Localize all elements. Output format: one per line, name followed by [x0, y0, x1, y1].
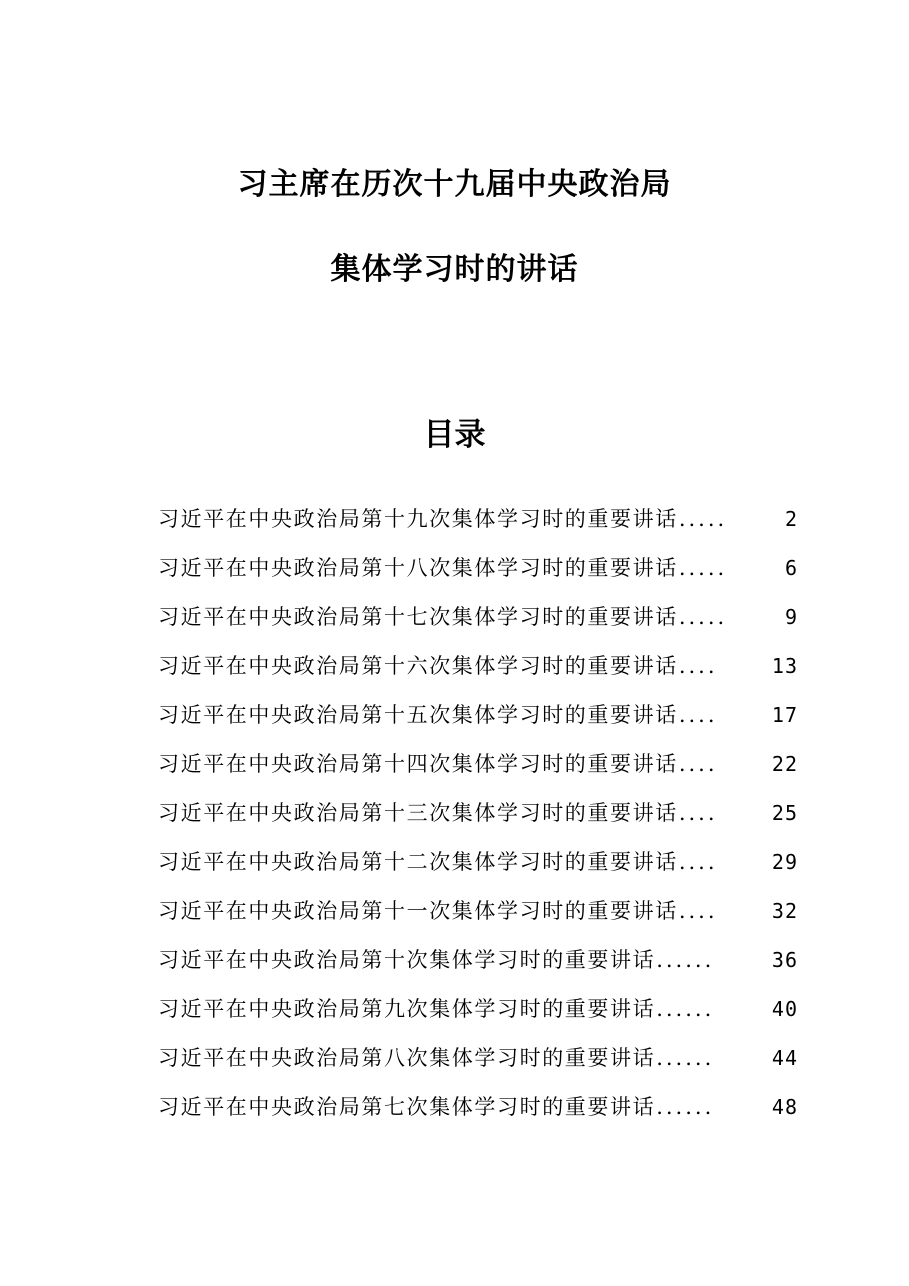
toc-entry[interactable]: [158, 1040, 798, 1089]
toc-entry-leader: ....: [678, 899, 718, 923]
toc-entry-leader: .....: [678, 507, 728, 531]
toc-entry-title: 习近平在中央政治局第十六次集体学习时的重要讲话: [158, 654, 678, 678]
toc-entry[interactable]: [158, 844, 798, 893]
toc-entry-title: 习近平在中央政治局第十三次集体学习时的重要讲话: [158, 801, 678, 825]
toc-entry-title: 习近平在中央政治局第七次集体学习时的重要讲话: [158, 1095, 656, 1119]
toc-entry[interactable]: [158, 697, 798, 746]
toc-entry[interactable]: [158, 501, 798, 550]
toc-entry[interactable]: [158, 795, 798, 844]
toc-entry[interactable]: [158, 1089, 798, 1138]
toc-entry-title: 习近平在中央政治局第十五次集体学习时的重要讲话: [158, 703, 678, 727]
toc-entry[interactable]: [158, 550, 798, 599]
toc-entry-leader: ......: [656, 997, 715, 1021]
toc-entry-page: 44: [771, 1046, 798, 1070]
toc-entry-leader: .....: [678, 556, 728, 580]
toc-entry[interactable]: [158, 893, 798, 942]
toc-entry-title: 习近平在中央政治局第十一次集体学习时的重要讲话: [158, 899, 678, 923]
toc-entry[interactable]: [158, 942, 798, 991]
toc-heading: 目录: [423, 417, 486, 453]
toc-entry[interactable]: [158, 648, 798, 697]
toc-entry-page: 2: [784, 507, 798, 531]
toc-entry-page: 6: [784, 556, 798, 580]
toc-entry[interactable]: [158, 991, 798, 1040]
toc-entry-page: 25: [771, 801, 798, 825]
toc-entry-page: 32: [771, 899, 798, 923]
toc-entry-leader: ....: [678, 703, 718, 727]
toc-entry-page: 48: [771, 1095, 798, 1119]
toc-entry-leader: ....: [678, 654, 718, 678]
toc-entry-title: 习近平在中央政治局第十八次集体学习时的重要讲话: [158, 556, 678, 580]
toc-entry-title: 习近平在中央政治局第十次集体学习时的重要讲话: [158, 948, 656, 972]
toc-entry-title: 习近平在中央政治局第十九次集体学习时的重要讲话: [158, 507, 678, 531]
toc-entry-title: 习近平在中央政治局第九次集体学习时的重要讲话: [158, 997, 656, 1021]
toc-entry-page: 17: [771, 703, 798, 727]
toc-entry[interactable]: [158, 746, 798, 795]
toc-entry-page: 36: [771, 948, 798, 972]
document-title-line-2: 集体学习时的讲话: [330, 252, 579, 287]
toc-entry-leader: ....: [678, 850, 718, 874]
document-title-line-1: 习主席在历次十九届中央政治局: [237, 167, 672, 202]
toc-entry-page: 22: [771, 752, 798, 776]
toc-entry-title: 习近平在中央政治局第十四次集体学习时的重要讲话: [158, 752, 678, 776]
table-of-contents: [158, 501, 798, 1138]
toc-entry-page: 9: [784, 605, 798, 629]
toc-entry-title: 习近平在中央政治局第八次集体学习时的重要讲话: [158, 1046, 656, 1070]
toc-entry-title: 习近平在中央政治局第十七次集体学习时的重要讲话: [158, 605, 678, 629]
toc-entry-leader: ......: [656, 1046, 715, 1070]
toc-entry-page: 29: [771, 850, 798, 874]
toc-entry-title: 习近平在中央政治局第十二次集体学习时的重要讲话: [158, 850, 678, 874]
toc-entry-leader: ......: [656, 1095, 715, 1119]
toc-entry-leader: ....: [678, 801, 718, 825]
toc-entry-page: 13: [771, 654, 798, 678]
toc-entry-leader: ....: [678, 752, 718, 776]
toc-entry[interactable]: [158, 599, 798, 648]
toc-entry-leader: .....: [678, 605, 728, 629]
toc-entry-leader: ......: [656, 948, 715, 972]
toc-entry-page: 40: [771, 997, 798, 1021]
